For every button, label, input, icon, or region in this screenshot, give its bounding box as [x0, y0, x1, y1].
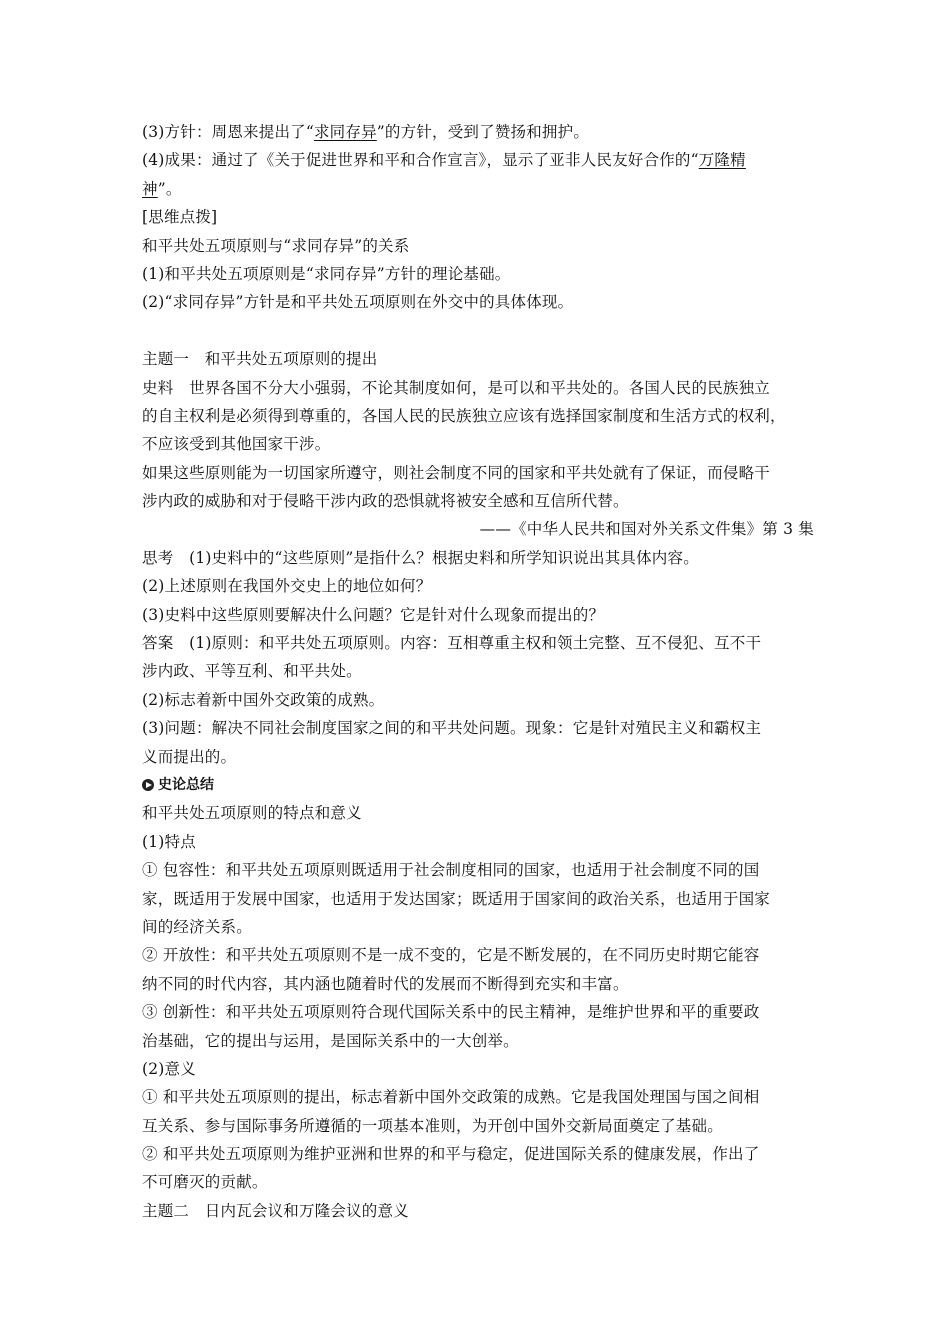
section-title: 主题二 日内瓦会议和万隆会议的意义: [142, 1201, 409, 1220]
answer-line: (3)问题：解决不同社会制度国家之间的和平共处问题。现象：它是针对殖民主义和霸权主: [142, 719, 762, 738]
text-line: (4)成果：通过了《关于促进世界和平和合作宣言》，显示了亚非人民友好合作的“万隆精: [142, 151, 746, 170]
summary-heading: 史论总结: [142, 771, 814, 799]
text-line: (2)意义: [142, 1059, 196, 1078]
text-line: 不可磨灭的贡献。: [142, 1173, 268, 1192]
text-line: ③ 创新性：和平共处五项原则符合现代国际关系中的民主精神，是维护世界和平的重要政: [142, 1003, 760, 1022]
answer-line: 答案 (1)原则：和平共处五项原则。内容：互相尊重主权和领土完整、互不侵犯、互不干: [142, 634, 762, 653]
document-body: [142, 118, 814, 1225]
answer-line: 义而提出的。: [142, 747, 237, 766]
text-line: 不应该受到其他国家干涉。: [142, 435, 331, 454]
spacer: [142, 317, 814, 345]
question-line: (3)史料中这些原则要解决什么问题？它是针对什么现象而提出的？: [142, 605, 605, 624]
text-line: 的自主权利是必须得到尊重的，各国人民的民族独立应该有选择国家制度和生活方式的权利，: [142, 406, 786, 425]
answer-line: (2)标志着新中国外交政策的成熟。: [142, 690, 385, 709]
underlined-term: 神: [142, 179, 158, 198]
text-line: ① 和平共处五项原则的提出，标志着新中国外交政策的成熟。它是我国处理国与国之间相: [142, 1088, 760, 1107]
text-line: 和平共处五项原则与“求同存异”的关系: [142, 236, 410, 255]
question-line: (2)上述原则在我国外交史上的地位如何？: [142, 577, 432, 596]
play-circle-icon: [142, 779, 154, 791]
text-line: ② 开放性：和平共处五项原则不是一成不变的，它是不断发展的，在不同历史时期它能容: [142, 946, 760, 965]
text-line: 间的经济关系。: [142, 917, 252, 936]
text-line: 如果这些原则能为一切国家所遵守，则社会制度不同的国家和平共处就有了保证，而侵略干: [142, 463, 771, 482]
text-line: 涉内政的威胁和对于侵略干涉内政的恐惧就将被安全感和互信所代替。: [142, 492, 629, 511]
text-line: 史料 世界各国不分大小强弱，不论其制度如何，是可以和平共处的。各国人民的民族独立: [142, 378, 771, 397]
text-line: (1)特点: [142, 832, 196, 851]
question-line: 思考 (1)史料中的“这些原则”是指什么？根据史料和所学知识说出其具体内容。: [142, 548, 699, 567]
text-line: 治基础，它的提出与运用，是国际关系中的一大创举。: [142, 1031, 519, 1050]
text-line: 纳不同的时代内容，其内涵也随着时代的发展而不断得到充实和丰富。: [142, 974, 629, 993]
text-line: ① 包容性：和平共处五项原则既适用于社会制度相同的国家，也适用于社会制度不同的国: [142, 861, 760, 880]
text-line: 神”。: [142, 179, 182, 198]
text-line: (2)“求同存异”方针是和平共处五项原则在外交中的具体体现。: [142, 293, 574, 312]
text-line: ② 和平共处五项原则为维护亚洲和世界的和平与稳定，促进国际关系的健康发展，作出了: [142, 1145, 760, 1164]
underlined-term: 求同存异: [313, 123, 377, 141]
text-line: 和平共处五项原则的特点和意义: [142, 804, 362, 823]
text-line: (1)和平共处五项原则是“求同存异”方针的理论基础。: [142, 264, 511, 283]
tip-label: [思维点拨]: [142, 208, 218, 227]
text-line: 互关系、参与国际事务所遵循的一项基本准则，为开创中国外交新局面奠定了基础。: [142, 1116, 723, 1135]
text-line: (3)方针：周恩来提出了“求同存异”的方针，受到了赞扬和拥护。: [142, 123, 590, 141]
section-title: 主题一 和平共处五项原则的提出: [142, 350, 378, 369]
text-line: 家，既适用于发展中国家，也适用于发达国家；既适用于国家间的政治关系，也适用于国家: [142, 889, 771, 908]
underlined-term: 万隆精: [698, 151, 746, 170]
answer-line: 涉内政、平等互利、和平共处。: [142, 662, 362, 681]
source-citation: ——《中华人民共和国对外关系文件集》第 3 集: [479, 520, 814, 539]
